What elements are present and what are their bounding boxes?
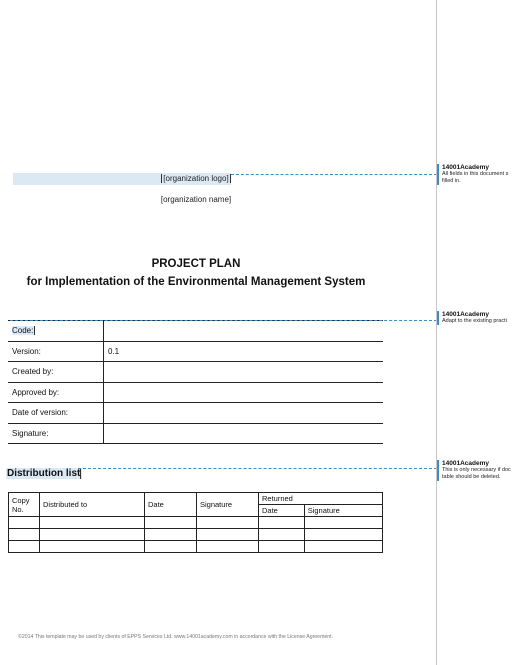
date-of-version-label: Date of version: [8, 403, 104, 424]
signature-header: Signature [197, 493, 259, 517]
table-cell[interactable] [259, 541, 305, 553]
comment-connector-2 [10, 320, 437, 321]
created-by-value[interactable] [104, 362, 384, 383]
organization-name-placeholder[interactable]: [organization name] [160, 195, 232, 204]
comment-connector-1 [231, 174, 437, 175]
distribution-list-heading[interactable] [6, 468, 82, 479]
table-cell[interactable] [40, 517, 145, 529]
table-cell[interactable] [145, 529, 197, 541]
comment-balloon[interactable] [437, 460, 512, 481]
table-cell[interactable] [197, 517, 259, 529]
returned-signature-header: Signature [304, 505, 382, 517]
comment-balloon[interactable] [437, 311, 512, 325]
table-row [8, 341, 383, 362]
table-row [8, 403, 383, 424]
table-row [8, 382, 383, 403]
comments-margin [436, 0, 512, 665]
comment-text: filled in. [442, 178, 461, 184]
table-cell[interactable] [9, 517, 40, 529]
organization-logo-placeholder[interactable] [0, 174, 392, 183]
returned-header: Returned [259, 493, 383, 505]
comment-text: All fields in this document s [442, 171, 509, 177]
comment-author: 14001Academy [442, 460, 489, 467]
comment-author: 14001Academy [442, 164, 489, 171]
table-cell[interactable] [145, 517, 197, 529]
code-label-text[interactable]: Code: [12, 326, 34, 336]
version-value[interactable]: 0.1 [104, 341, 384, 362]
date-of-version-value[interactable] [104, 403, 384, 424]
date-header: Date [145, 493, 197, 517]
copy-no-header: Copy No. [9, 493, 40, 517]
distributed-to-header: Distributed to [40, 493, 145, 517]
approved-by-value[interactable] [104, 382, 384, 403]
distribution-table [8, 492, 383, 553]
table-row [8, 321, 383, 342]
table-header-row [9, 493, 383, 505]
signature-label: Signature: [8, 423, 104, 444]
created-by-label: Created by: [8, 362, 104, 383]
document-subtitle: for Implementation of the Environmental Management System [26, 276, 366, 288]
table-cell[interactable] [304, 529, 382, 541]
table-row [8, 362, 383, 383]
document-title: PROJECT PLAN [151, 258, 241, 270]
returned-date-header: Date [259, 505, 305, 517]
table-cell[interactable] [197, 529, 259, 541]
version-label: Version: [8, 341, 104, 362]
table-cell[interactable] [9, 529, 40, 541]
table-cell[interactable] [259, 529, 305, 541]
table-cell[interactable] [304, 541, 382, 553]
table-row [9, 541, 383, 553]
distribution-list-heading-text[interactable]: Distribution list [7, 468, 81, 479]
comment-balloon[interactable] [437, 164, 512, 185]
table-cell[interactable] [40, 529, 145, 541]
code-value[interactable] [104, 321, 384, 342]
table-row [9, 517, 383, 529]
document-info-table [8, 320, 383, 444]
signature-value[interactable] [104, 423, 384, 444]
comment-author: 14001Academy [442, 311, 489, 318]
logo-placeholder-text[interactable]: [organization logo] [163, 174, 229, 183]
approved-by-label: Approved by: [8, 382, 104, 403]
table-cell[interactable] [304, 517, 382, 529]
table-row [9, 529, 383, 541]
comment-connector-3 [78, 468, 437, 469]
license-footer: ©2014 This template may be used by clients of EPPS Services Ltd. www.14001academy.com in accordance with the License Agreement. [18, 634, 334, 640]
table-cell[interactable] [259, 517, 305, 529]
code-label[interactable] [8, 321, 104, 342]
comment-text: table should be deleted. [442, 474, 501, 480]
table-row [8, 423, 383, 444]
comment-text: Adapt to the existing practi [442, 318, 507, 324]
comment-text: This is only necessary if doc [442, 467, 511, 473]
table-cell[interactable] [9, 541, 40, 553]
table-cell[interactable] [145, 541, 197, 553]
table-cell[interactable] [197, 541, 259, 553]
table-cell[interactable] [40, 541, 145, 553]
